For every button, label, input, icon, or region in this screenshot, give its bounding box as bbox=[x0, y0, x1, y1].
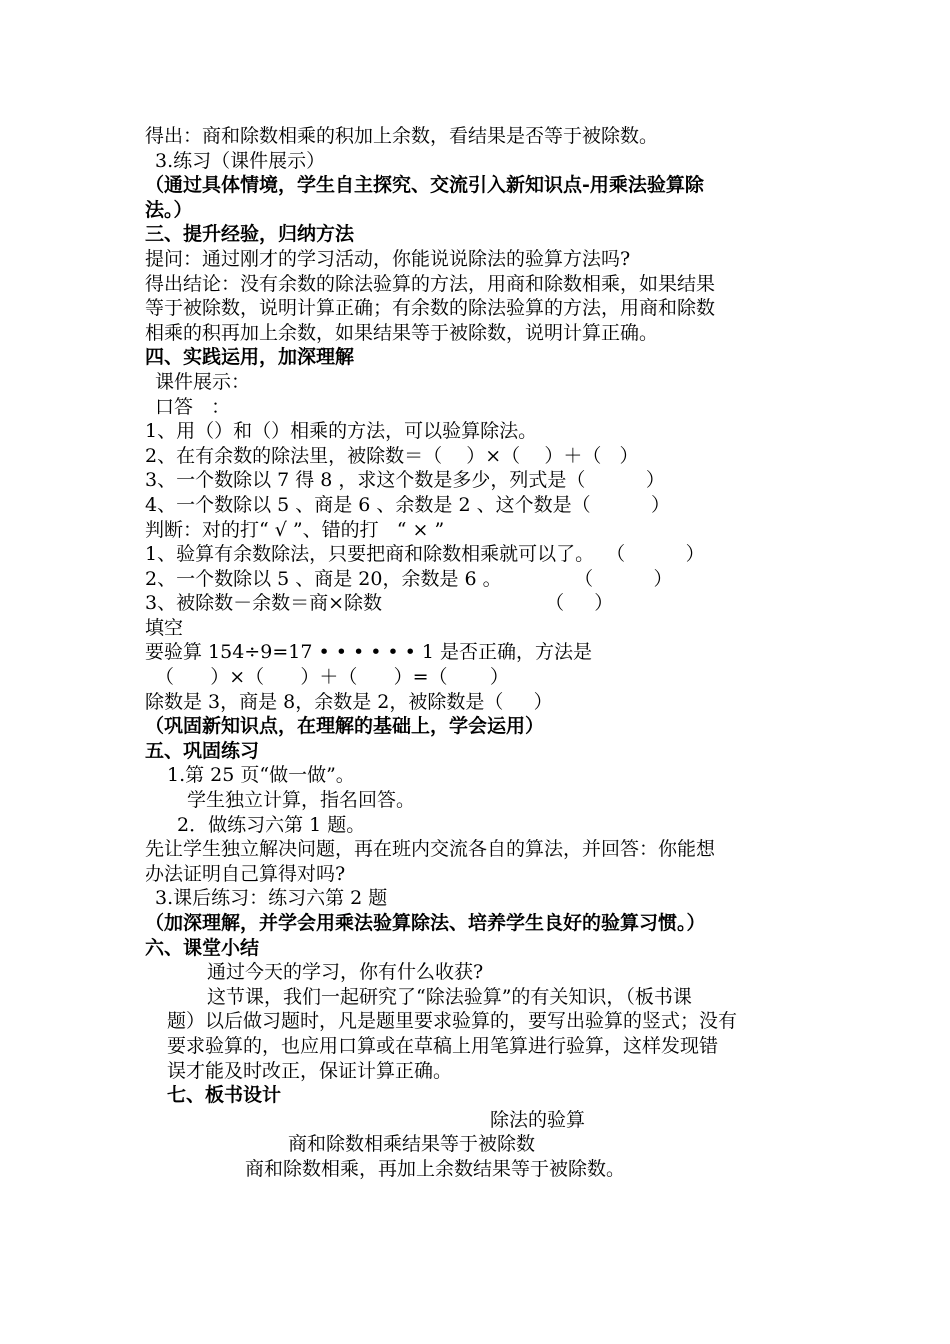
text-line: 4、一个数除以 5 、商是 6 、余数是 2 、这个数是（ ） bbox=[145, 493, 670, 516]
text-line: 1、验算有余数除法，只要把商和除数相乘就可以了。 （ ） bbox=[145, 543, 705, 566]
heading-line: 六、课堂小结 bbox=[145, 936, 260, 959]
heading-line: 七、板书设计 bbox=[167, 1084, 282, 1107]
heading-line: 四、实践运用，加深理解 bbox=[145, 346, 355, 369]
text-line: 2、一个数除以 5 、商是 20，余数是 6 。 （ ） bbox=[145, 567, 673, 590]
text-line: 学生独立计算，指名回答。 bbox=[187, 789, 416, 812]
text-line: 商和除数相乘，再加上余数结果等于被除数。 bbox=[245, 1157, 626, 1180]
text-line: 误才能及时改正，保证计算正确。 bbox=[167, 1059, 453, 1082]
text-line: 1、用（）和（）相乘的方法，可以验算除法。 bbox=[145, 420, 538, 443]
text-line: 先让学生独立解决问题，再在班内交流各自的算法，并回答：你能想 bbox=[145, 838, 716, 861]
text-line: 2、在有余数的除法里，被除数＝（ ）×（ ）＋（ ） bbox=[145, 444, 639, 467]
text-line: 通过今天的学习，你有什么收获? bbox=[207, 961, 484, 984]
text-line: 判断：对的打“ √ ”、错的打 “ × ” bbox=[145, 518, 445, 541]
text-line: 3、一个数除以 7 得 8 ，求这个数是多少，列式是（ ） bbox=[145, 469, 665, 492]
text-line: 等于被除数，说明计算正确；有余数的除法验算的方法，用商和除数 bbox=[145, 297, 716, 320]
text-line: 要求验算的，也应用口算或在草稿上用笔算进行验算，这样发现错 bbox=[167, 1034, 719, 1057]
text-line: 3.练习（课件展示） bbox=[155, 149, 326, 172]
text-line: 3.课后练习：练习六第 2 题 bbox=[155, 887, 388, 910]
text-line: 3、被除数－余数＝商×除数 （ ） bbox=[145, 592, 614, 615]
text-line: 题）以后做习题时，凡是题里要求验算的，要写出验算的竖式；没有 bbox=[167, 1010, 738, 1033]
heading-line: （加深理解，并学会用乘法验算除法、培养学生良好的验算习惯。） bbox=[145, 912, 706, 934]
text-line: 这节课，我们一起研究了“除法验算”的有关知识，（板书课 bbox=[207, 985, 692, 1008]
heading-line: （巩固新知识点，在理解的基础上，学会运用） bbox=[145, 715, 545, 738]
text-line: 相乘的积再加上余数，如果结果等于被除数，说明计算正确。 bbox=[145, 321, 659, 344]
text-line: 除数是 3，商是 8，余数是 2，被除数是（ ） bbox=[145, 690, 553, 713]
text-line: 商和除数相乘结果等于被除数 bbox=[288, 1133, 536, 1156]
document-body bbox=[145, 124, 825, 1182]
text-line: 得出结论：没有余数的除法验算的方法，用商和除数相乘，如果结果 bbox=[145, 272, 716, 295]
text-line: 填空 bbox=[145, 616, 184, 639]
text-line: 1.第 25 页“做一做”。 bbox=[167, 764, 355, 787]
text-line: 2．做练习六第 1 题。 bbox=[177, 813, 366, 836]
heading-line: 三、提升经验，归纳方法 bbox=[145, 223, 355, 246]
heading-line: （通过具体情境，学生自主探究、交流引入新知识点-用乘法验算除 bbox=[145, 174, 704, 197]
text-line: 课件展示： bbox=[155, 370, 251, 393]
text-line: 办法证明自己算得对吗? bbox=[145, 862, 346, 885]
text-line: 要验算 154÷9=17 • • • • • • 1 是否正确，方法是 bbox=[145, 641, 593, 664]
text-line: 除法的验算 bbox=[490, 1108, 586, 1131]
heading-line: 五、巩固练习 bbox=[145, 739, 260, 762]
text-line: 提问：通过刚才的学习活动，你能说说除法的验算方法吗? bbox=[145, 247, 631, 270]
text-line: 得出：商和除数相乘的积加上余数，看结果是否等于被除数。 bbox=[145, 125, 659, 147]
text-line: 口答 ： bbox=[155, 395, 231, 418]
text-line: （ ）×（ ）＋（ ）=（ ） bbox=[155, 666, 509, 689]
heading-line: 法。） bbox=[145, 198, 193, 221]
